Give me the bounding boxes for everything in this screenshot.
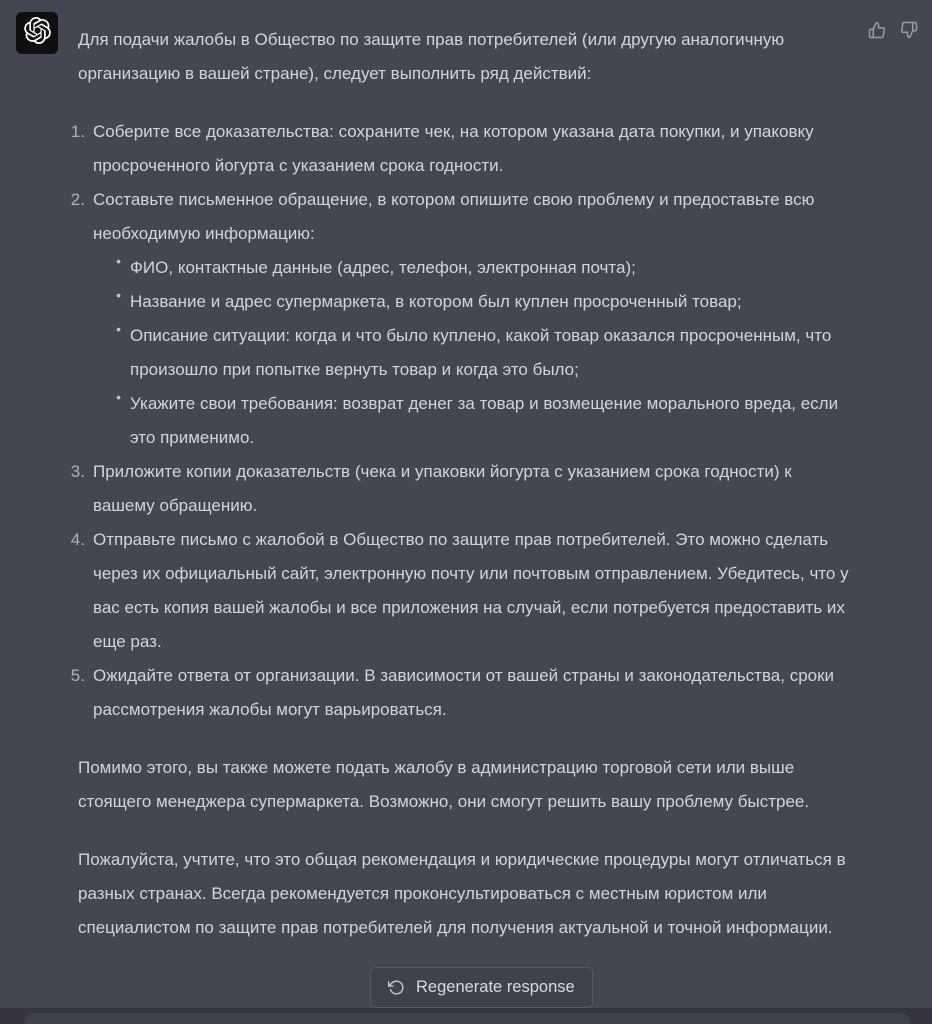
step-text: Отправьте письмо с жалобой в Общество по защите прав потребителей. Это можно сделать через их официальный сайт, электронную почту или почтовым отправлением. Убедитесь, что у вас есть копия вашей жалобы и все приложения на случай, если потребуется предоставить их еще раз. bbox=[93, 530, 849, 651]
steps-list bbox=[78, 115, 854, 727]
step-item-4 bbox=[93, 523, 854, 659]
outro-paragraph-1: Помимо этого, вы также можете подать жалобу в администрацию торговой сети или выше стоящего менеджера супермаркета. Возможно, они смогут решить вашу проблему быстрее. bbox=[78, 758, 810, 811]
step-text: Составьте письменное обращение, в котором опишите свою проблему и предоставьте всю необходимую информацию: bbox=[93, 190, 815, 243]
message-content bbox=[78, 12, 854, 945]
thumbs-down-icon bbox=[900, 21, 918, 42]
substep-text: Название и адрес супермаркета, в котором был куплен просроченный товар; bbox=[130, 292, 742, 311]
substep-item-4 bbox=[130, 387, 854, 455]
thumbs-up-icon bbox=[868, 21, 886, 42]
regenerate-button[interactable] bbox=[370, 967, 593, 1008]
page-bottom-bar bbox=[0, 1008, 932, 1024]
step-item-3 bbox=[93, 455, 854, 523]
refresh-icon bbox=[388, 979, 405, 996]
step-item-1 bbox=[93, 115, 854, 183]
outro-paragraph-2: Пожалуйста, учтите, что это общая рекомендация и юридические процедуры могут отличаться в разных странах. Всегда рекомендуется проконсультироваться с местным юристом или специалистом по защите прав потребителей для получения актуальной и точной информации. bbox=[78, 850, 846, 937]
substep-item-1 bbox=[130, 251, 854, 285]
substep-item-3 bbox=[130, 319, 854, 387]
openai-logo-icon bbox=[24, 17, 51, 49]
assistant-avatar bbox=[16, 12, 58, 54]
intro-paragraph: Для подачи жалобы в Общество по защите прав потребителей (или другую аналогичную организацию в вашей стране), следует выполнить ряд действий: bbox=[78, 30, 785, 83]
substep-text: Описание ситуации: когда и что было куплено, какой товар оказался просроченным, что произошло при попытке вернуть товар и когда это было; bbox=[130, 326, 832, 379]
step-item-2 bbox=[93, 183, 854, 455]
substep-item-2 bbox=[130, 285, 854, 319]
feedback-actions bbox=[867, 12, 920, 41]
step-text: Приложите копии доказательств (чека и упаковки йогурта с указанием срока годности) к вашему обращению. bbox=[93, 462, 792, 515]
step-text: Ожидайте ответа от организации. В зависимости от вашей страны и законодательства, сроки рассмотрения жалобы могут варьироваться. bbox=[93, 666, 835, 719]
regenerate-label: Regenerate response bbox=[416, 978, 575, 996]
prompt-input[interactable] bbox=[25, 1013, 910, 1024]
substep-text: ФИО, контактные данные (адрес, телефон, электронная почта); bbox=[130, 258, 636, 277]
step-item-5 bbox=[93, 659, 854, 727]
step-text: Соберите все доказательства: сохраните чек, на котором указана дата покупки, и упаковку просроченного йогурта с указанием срока годности. bbox=[93, 122, 814, 175]
thumbs-up-button[interactable] bbox=[867, 22, 886, 41]
substeps-list bbox=[93, 251, 854, 455]
substep-text: Укажите свои требования: возврат денег за товар и возмещение морального вреда, если это применимо. bbox=[130, 394, 839, 447]
thumbs-down-button[interactable] bbox=[899, 22, 918, 41]
